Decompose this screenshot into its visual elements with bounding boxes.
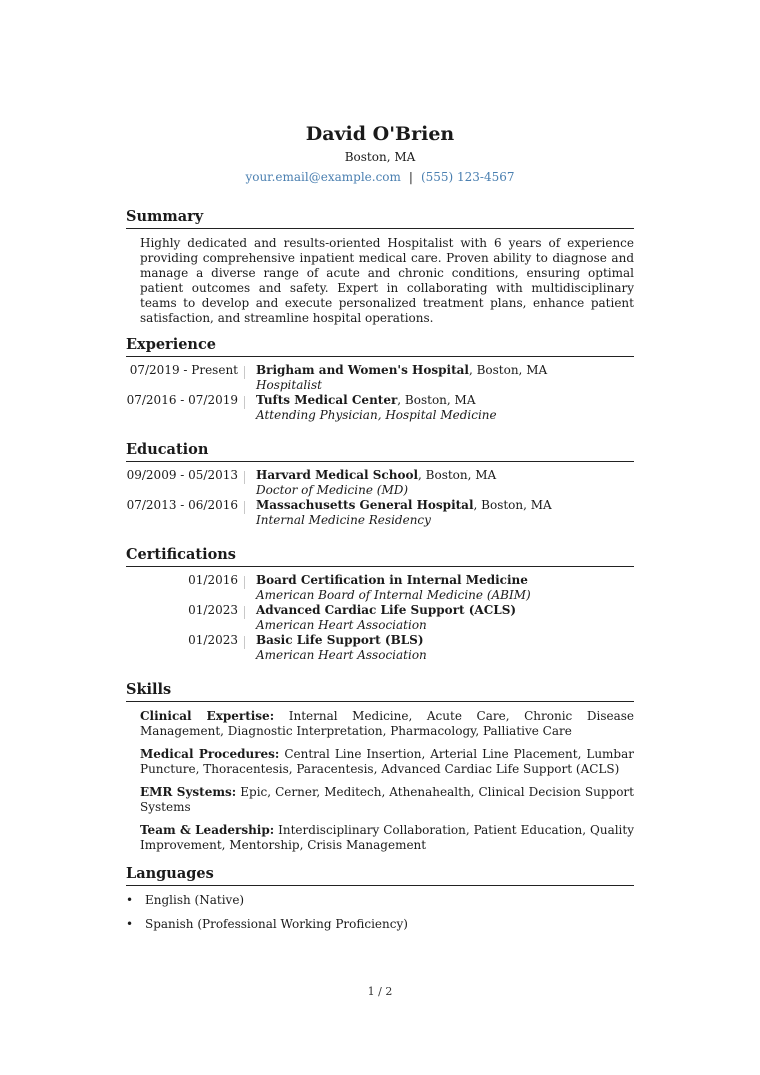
skill-group [140,747,634,777]
entry-org: Basic Life Support (BLS) [256,633,424,647]
entry-date: 07/2019 - Present [129,363,238,377]
education-section [126,441,634,528]
entry-issuer: American Heart Association [256,618,427,632]
skill-label: Clinical Expertise: [140,709,275,723]
section-title-certifications: Certifications [126,546,634,567]
skill-label: Team & Leadership: [140,823,275,837]
certification-entry [126,603,634,633]
list-item [126,917,634,932]
entry-org: Advanced Cardiac Life Support (ACLS) [256,603,517,617]
section-title-education: Education [126,441,634,462]
experience-entry [126,393,634,423]
entry-role: Attending Physician, Hospital Medicine [256,408,497,422]
resume-header [0,122,760,185]
entry-location: , Boston, MA [418,468,497,482]
summary-section [126,208,634,326]
entry-org: Harvard Medical School [256,468,419,482]
person-name: David O'Brien [305,123,455,145]
section-title-languages: Languages [126,865,634,886]
summary-text: Highly dedicated and results-oriented Hospitalist with 6 years of experience providing comprehensive inpatient medical care. Proven ability to diagnose and manage a diverse range of acute and chronic conditions, ensuring optimal patient outcomes and safety. Expert in collaborating with multidisciplinary teams to develop and execute personalized treatment plans, enhance patient satisfaction, and streamline hospital operations. [140,236,634,325]
bullet-icon: • [126,893,134,907]
entry-location: , Boston, MA [468,363,548,377]
skills-section [126,681,634,853]
experience-entry [126,363,634,393]
entry-divider [244,471,245,484]
list-item [126,893,634,908]
entry-divider [244,606,245,619]
skill-group [140,709,634,739]
skill-group [140,785,634,815]
entry-date: 07/2013 - 06/2016 [126,498,238,512]
section-title-summary: Summary [126,208,634,229]
language-item: Spanish (Professional Working Proficiency) [145,917,408,931]
entry-divider [244,366,245,379]
entry-issuer: American Heart Association [256,648,427,662]
skill-group [140,823,634,853]
skill-label: Medical Procedures: [140,747,280,761]
skill-text: Interdisciplinary Collaboration, Patient Education, Quality Improvement, Mentorship, Crisis Management [140,823,634,852]
entry-date: 01/2023 [188,603,238,617]
entry-date: 01/2016 [188,573,238,587]
person-location: Boston, MA [344,150,416,164]
contact-line [0,169,760,185]
entry-role: Hospitalist [256,378,322,392]
section-title-skills: Skills [126,681,634,702]
skill-text: Epic, Cerner, Meditech, Athenahealth, Clinical Decision Support Systems [140,785,634,814]
phone-link[interactable]: (555) 123-4567 [420,170,515,184]
entry-date: 07/2016 - 07/2019 [126,393,238,407]
languages-section [126,865,634,932]
entry-org: Board Certification in Internal Medicine [256,573,528,587]
entry-role: Doctor of Medicine (MD) [256,483,409,497]
entry-role: Internal Medicine Residency [256,513,431,527]
entry-org: Brigham and Women's Hospital [256,363,469,377]
contact-separator: | [408,170,413,184]
certification-entry [126,633,634,663]
entry-divider [244,576,245,589]
experience-section [126,336,634,423]
entry-org: Tufts Medical Center [256,393,398,407]
entry-divider [244,396,245,409]
education-entry [126,498,634,528]
bullet-icon: • [126,917,134,931]
entry-location: , Boston, MA [473,498,552,512]
entry-org: Massachusetts General Hospital [256,498,474,512]
entry-issuer: American Board of Internal Medicine (ABIM) [256,588,531,602]
entry-divider [244,501,245,514]
certification-entry [126,573,634,603]
page-number: 1 / 2 [367,985,393,998]
language-item: English (Native) [145,893,245,907]
skill-label: EMR Systems: [140,785,237,799]
section-title-experience: Experience [126,336,634,357]
entry-date: 09/2009 - 05/2013 [126,468,238,482]
email-link[interactable]: your.email@example.com [245,170,401,184]
entry-location: , Boston, MA [397,393,476,407]
certifications-section [126,546,634,663]
entry-divider [244,636,245,649]
skill-text: Central Line Insertion, Arterial Line Placement, Lumbar Puncture, Thoracentesis, Paracentesis, Advanced Cardiac Life Support (ACLS) [140,747,634,776]
skill-text: Internal Medicine, Acute Care, Chronic Disease Management, Diagnostic Interpretation, Pharmacology, Palliative Care [140,709,634,738]
entry-date: 01/2023 [188,633,238,647]
education-entry [126,468,634,498]
